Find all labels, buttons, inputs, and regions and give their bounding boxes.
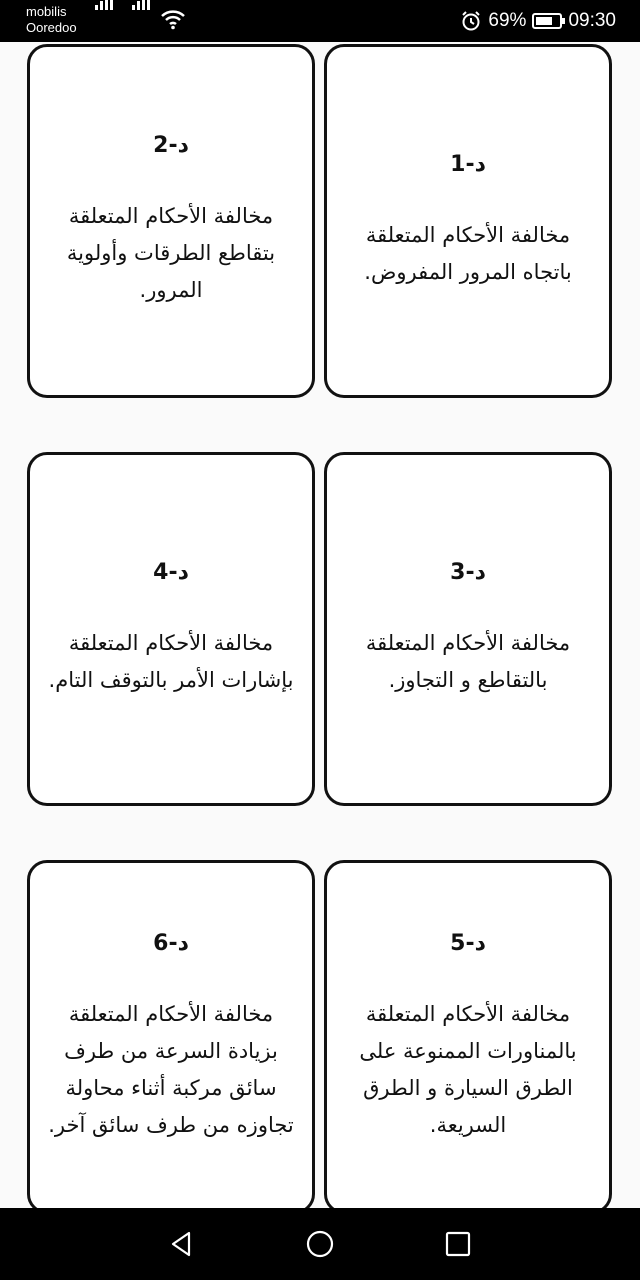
card-description: مخالفة الأحكام المتعلقة بتقاطع الطرقات وأولوية المرور.	[66, 204, 276, 302]
battery-icon	[532, 13, 562, 29]
back-triangle-icon	[168, 1230, 196, 1258]
card-description: مخالفة الأحكام المتعلقة بإشارات الأمر بالتوقف التام.	[48, 630, 294, 692]
battery-fill	[536, 17, 551, 25]
card-code: د-2	[153, 133, 189, 158]
card-description: مخالفة الأحكام المتعلقة بالتقاطع و التجاوز.	[365, 630, 571, 692]
violation-card-4[interactable]	[27, 452, 315, 806]
violation-card-2[interactable]	[27, 44, 315, 398]
home-button[interactable]	[300, 1224, 340, 1264]
home-circle-icon	[305, 1229, 335, 1259]
recents-button[interactable]	[438, 1224, 478, 1264]
card-description: مخالفة الأحكام المتعلقة بالمناورات الممنوعة على الطرق السيارة و الطرق السريعة.	[359, 1001, 577, 1137]
clock-time: 09:30	[568, 10, 616, 31]
battery-percent: 69%	[488, 10, 527, 31]
card-description: مخالفة الأحكام المتعلقة بزيادة السرعة من طرف سائق مركبة أثناء محاولة تجاوزه من طرف سائق آخر.	[48, 1001, 294, 1137]
card-code: د-1	[450, 151, 486, 177]
card-description: مخالفة الأحكام المتعلقة باتجاه المرور المفروض.	[364, 222, 572, 284]
violation-card-5[interactable]	[324, 860, 612, 1208]
violation-card-6[interactable]	[27, 860, 315, 1208]
cards-scroll-area[interactable]	[0, 42, 640, 1208]
violation-card-3[interactable]	[324, 452, 612, 806]
carrier-line-1: mobilis	[26, 4, 67, 19]
status-right	[460, 7, 616, 35]
status-bar	[0, 0, 640, 42]
navigation-bar	[0, 1208, 640, 1280]
recents-square-icon	[444, 1230, 472, 1258]
violation-card-1[interactable]	[324, 44, 612, 398]
card-code: د-3	[450, 559, 486, 585]
card-code: د-6	[153, 930, 189, 956]
carrier-label	[26, 4, 77, 36]
back-button[interactable]	[162, 1224, 202, 1264]
card-code: د-5	[450, 930, 486, 956]
card-code: د-4	[153, 559, 189, 585]
alarm-clock-icon	[460, 10, 482, 32]
wifi-icon	[160, 8, 186, 30]
carrier-line-2: Ooredoo	[26, 20, 77, 35]
